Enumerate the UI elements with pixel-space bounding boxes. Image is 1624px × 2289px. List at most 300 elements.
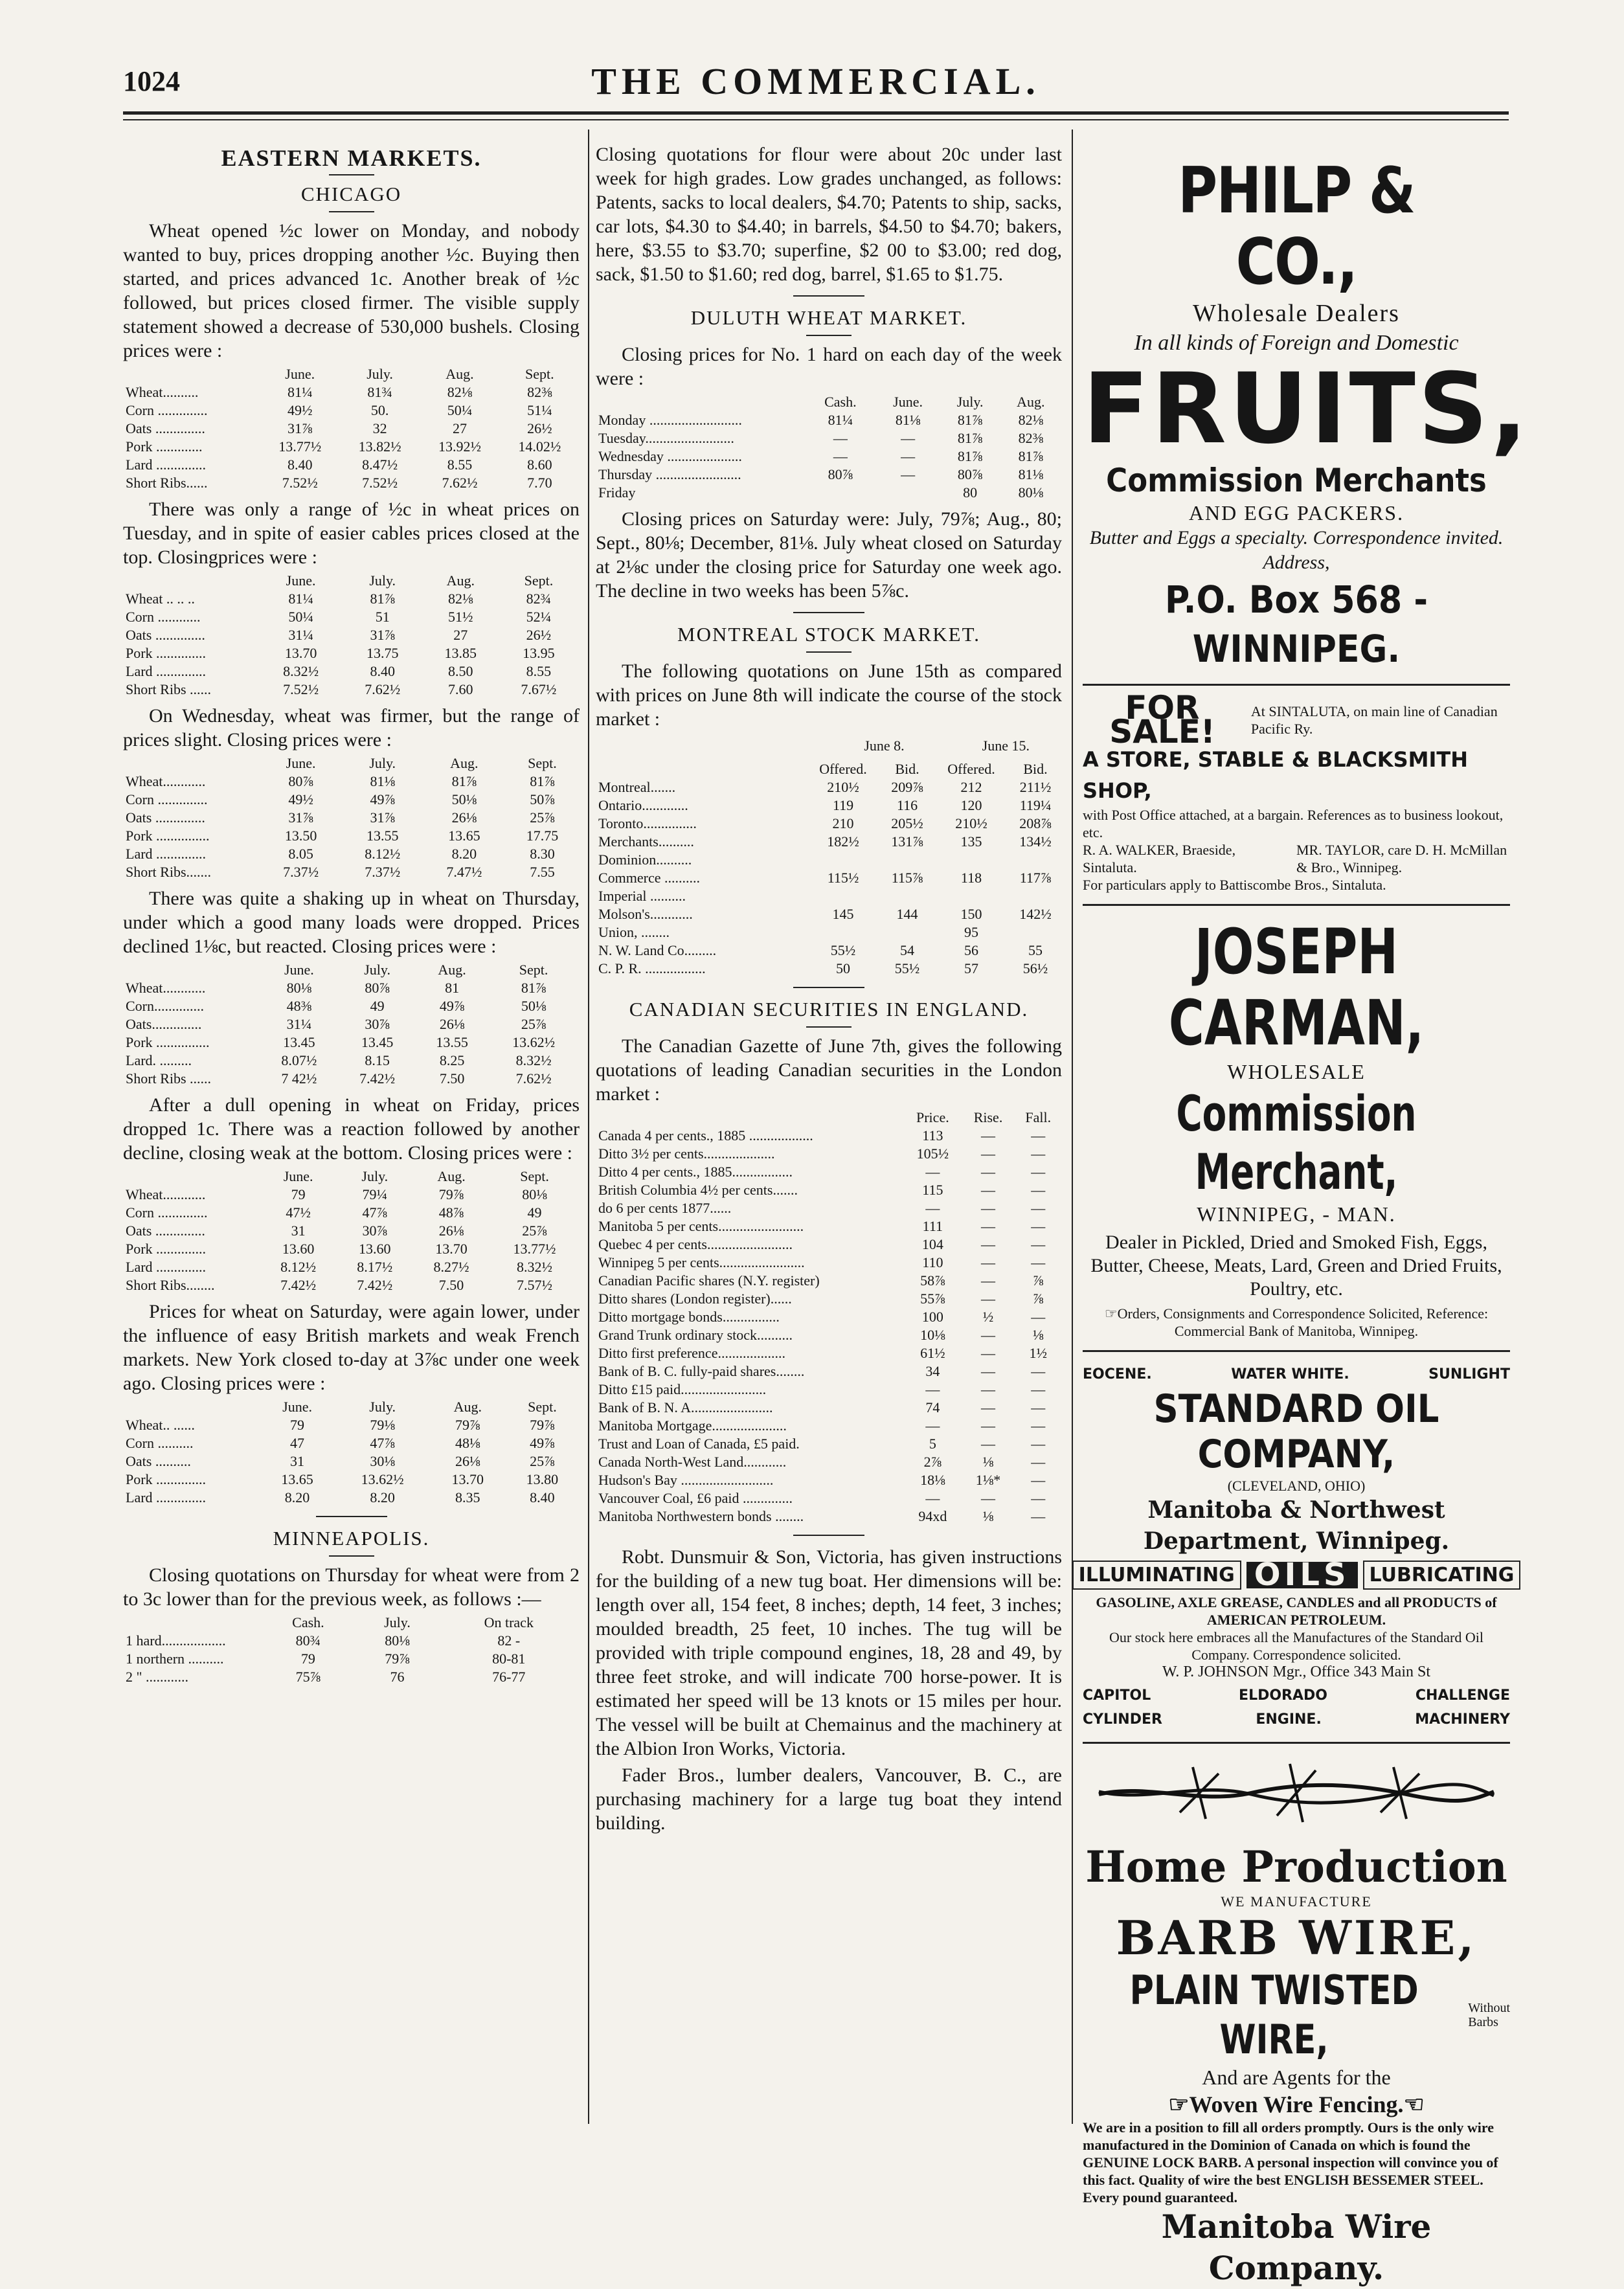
cell-value: 81⅞ [1018, 448, 1044, 464]
row-label: Short Ribs ...... [126, 681, 212, 697]
row-label: Wheat.......... [126, 384, 199, 400]
cell-value: 116 [896, 797, 918, 813]
row-label: Ditto mortgage bonds................ [598, 1309, 780, 1325]
row-label: 1 northern .......... [126, 1651, 224, 1667]
cell-value: 32 [372, 420, 387, 436]
cell-value: 51 [375, 609, 390, 625]
cell-value: 150 [960, 906, 982, 922]
cell-value: — [1031, 1490, 1046, 1506]
cell-value: 13.60 [282, 1241, 315, 1257]
cell-value: 14.02½ [518, 438, 561, 455]
row-label: Thursday ........................ [598, 466, 741, 482]
row-label: Pork ............. [126, 438, 203, 455]
row-label: Lard .............. [126, 663, 207, 679]
column-header: Cash. [292, 1614, 324, 1630]
ad-line: GASOLINE, AXLE GREASE, CANDLES and all PRODUCTS of AMERICAN PETROLEUM. [1096, 1594, 1497, 1628]
ad-line: For particulars apply to Battiscombe Bros., Sintaluta. [1083, 877, 1386, 893]
price-table [123, 1614, 580, 1686]
table-row [596, 1181, 1062, 1199]
cell-value: 8.12½ [365, 846, 401, 862]
cell-value: 50¼ [447, 402, 473, 418]
cell-value: 211½ [1019, 779, 1052, 795]
cell-value: — [981, 1490, 996, 1506]
column-header: June. [285, 366, 315, 382]
column-header: July. [367, 366, 393, 382]
cell-value: 7.67½ [521, 681, 557, 697]
cell-value: 80⅛ [286, 980, 312, 996]
cell-value: 50. [370, 402, 389, 418]
column-divider [1072, 130, 1073, 2124]
cell-value: 25⅞ [530, 809, 555, 826]
ad-line: In all kinds of Foreign and Domestic [1134, 331, 1459, 355]
ad-line: Commission Merchants [1106, 462, 1487, 499]
cell-value: — [1031, 1164, 1046, 1180]
ad-line: And are Agents for the [1202, 2066, 1391, 2089]
table-row [596, 1471, 1062, 1489]
cell-value: 13.45 [361, 1034, 394, 1050]
ad-line: Wholesale Dealers [1193, 300, 1400, 327]
row-label: Bank of B. N. A....................... [598, 1399, 773, 1415]
cell-value: 13.62½ [361, 1471, 404, 1487]
cell-value: 8.17½ [357, 1259, 393, 1275]
column-header [123, 365, 260, 383]
cell-value: 79⅛ [370, 1417, 395, 1433]
cell-value: — [833, 448, 848, 464]
paragraph: Prices for wheat on Saturday, were again lower, under the influence of easy British markets and weak French markets. New York closed to-day at 3⅞c under one week ago. Closing prices were : [123, 1301, 580, 1394]
cell-value: 82⅛ [447, 384, 473, 400]
cell-value: 8.20 [284, 1489, 310, 1505]
cell-value: 105½ [916, 1145, 949, 1162]
row-label: Monday .......................... [598, 412, 742, 428]
table-row [123, 997, 580, 1015]
paragraph: There was only a range of ½c in wheat prices on Tuesday, and in spite of easier cables prices closed at the top. Closingprices were : [123, 499, 580, 568]
cell-value: — [1031, 1309, 1046, 1325]
ad-line: (CLEVELAND, OHIO) [1227, 1478, 1366, 1494]
column-header: July. [364, 962, 390, 978]
table-row [123, 979, 580, 997]
cell-value: 54 [900, 942, 915, 958]
cell-value: 31¼ [286, 1016, 312, 1032]
row-label: Corn .............. [126, 1204, 208, 1221]
cell-value: — [981, 1218, 996, 1234]
table-row [123, 1070, 580, 1088]
cell-value: 82⅜ [1018, 430, 1044, 446]
cell-value: 8.20 [451, 846, 477, 862]
row-label: Pork ............... [126, 1034, 210, 1050]
cell-value: 57 [964, 960, 979, 976]
ad-line: Butter and Eggs a specialty. Correspondence invited. Address, [1089, 527, 1504, 573]
ad-line: ☞Woven Wire Fencing.☜ [1168, 2092, 1425, 2117]
column-header: July. [361, 1168, 389, 1184]
cell-value: ⅞ [1033, 1272, 1044, 1289]
row-label: Corn .............. [126, 791, 208, 807]
cell-value: 119¼ [1019, 797, 1052, 813]
cell-value: 79⅞ [385, 1651, 410, 1667]
cell-value: 75⅞ [295, 1669, 321, 1685]
column-header: Aug. [453, 1399, 482, 1415]
paragraph: Closing prices on Saturday were: July, 79⅞; Aug., 80; Sept., 80⅛; December, 81⅛. July wheat closed on Saturday at 2⅛c under the closing price for Saturday one week ago. The decline in two weeks has been 5⅞c. [596, 508, 1062, 602]
group-label: June 8. [864, 738, 905, 754]
cell-value: 120 [960, 797, 982, 813]
table-row [596, 1362, 1062, 1381]
cell-value: 104 [921, 1236, 943, 1252]
cell-value: 13.70 [451, 1471, 484, 1487]
table-row [596, 1145, 1062, 1163]
row-label: Wheat............ [126, 980, 206, 996]
table-row [596, 1326, 1062, 1344]
cell-value: — [901, 448, 916, 464]
cell-value [934, 851, 1009, 869]
cell-value: 13.62½ [512, 1034, 556, 1050]
paragraph: There was quite a shaking up in wheat on Thursday, under which a good many loads were dropped. Prices declined 1⅛c, but reacted. Closing prices were : [123, 888, 580, 957]
ad-line: LUBRICATING [1363, 1561, 1521, 1590]
table-row [123, 474, 580, 492]
cell-value: — [1031, 1200, 1046, 1216]
cell-value: 50 [836, 960, 851, 976]
cell-value: 13.77½ [278, 438, 322, 455]
cell-value: 13.75 [366, 645, 399, 661]
cell-value: ⅛ [982, 1454, 994, 1470]
table-header-row [596, 760, 1062, 778]
cell-value: 115⅞ [891, 870, 923, 886]
table-row [123, 401, 580, 420]
table-row [596, 869, 1062, 887]
cell-value: 26½ [527, 420, 552, 436]
cell-value: 34 [925, 1363, 940, 1379]
cell-value: 27 [452, 420, 467, 436]
table-row [596, 429, 1062, 447]
masthead-title: THE COMMERCIAL. [591, 60, 1041, 102]
stock-table [596, 760, 1062, 978]
table-row [596, 411, 1062, 429]
ad-line: Manitoba & Northwest Department, Winnipeg. [1143, 1496, 1450, 1555]
cell-value: 79⅞ [438, 1186, 464, 1202]
cell-value: — [981, 1436, 996, 1452]
column-header: Aug. [446, 572, 475, 589]
row-label: Imperial .......... [598, 888, 686, 904]
cell-value: 80⅛ [522, 1186, 547, 1202]
table-row [596, 1254, 1062, 1272]
ad-line: R. A. WALKER, Braeside, Sintaluta. [1083, 842, 1236, 875]
column-header: Price. [916, 1109, 949, 1125]
table-row [596, 1272, 1062, 1290]
table-row [123, 791, 580, 809]
table-row [123, 1416, 580, 1434]
cell-value: 30⅞ [362, 1223, 388, 1239]
table-row [123, 383, 580, 401]
cell-value: 81⅞ [521, 980, 547, 996]
row-label: Grand Trunk ordinary stock.......... [598, 1327, 793, 1343]
cell-value: 52¼ [526, 609, 552, 625]
column-header [123, 1398, 260, 1416]
cell-value: 7.37½ [365, 864, 401, 880]
cell-value: — [1031, 1472, 1046, 1488]
row-label: Short Ribs ...... [126, 1070, 212, 1087]
column-header: July. [956, 394, 984, 410]
cell-value: 49½ [287, 402, 313, 418]
paragraph: Fader Bros., lumber dealers, Vancouver, B. C., are purchasing machinery for a large tug boat they intend building. [596, 1765, 1062, 1834]
cell-value: — [981, 1417, 996, 1434]
row-label: Molson's............ [598, 906, 693, 922]
paragraph: The Canadian Gazette of June 7th, gives the following quotations of leading Canadian securities in the London market : [596, 1035, 1062, 1105]
table-row [123, 1489, 580, 1507]
row-label: Oats .............. [126, 627, 205, 643]
ad-line: WE MANUFACTURE [1221, 1893, 1372, 1910]
cell-value: 7.62½ [442, 475, 478, 491]
cell-value: 31 [291, 1223, 306, 1239]
cell-value: 13.77½ [513, 1241, 556, 1257]
cell-value: 209⅞ [891, 779, 923, 795]
cell-value [806, 484, 875, 502]
cell-value: 80⅞ [288, 773, 313, 789]
cell-value [881, 923, 934, 942]
column-header: Cash. [824, 394, 857, 410]
table-header-row [596, 1109, 1062, 1127]
column-header: Sept. [528, 1399, 557, 1415]
cell-value: 8.07½ [281, 1052, 317, 1068]
table-header-row [123, 1167, 580, 1186]
cell-value: 56 [964, 942, 979, 958]
ad-line: ENGINE. [1256, 1711, 1322, 1728]
cell-value: 26⅛ [438, 1223, 464, 1239]
cell-value: 7.60 [448, 681, 473, 697]
column-header: Aug. [437, 1168, 466, 1184]
cell-value: — [981, 1272, 996, 1289]
row-label: Merchants.......... [598, 833, 694, 850]
cell-value: 13.70 [284, 645, 317, 661]
cell-value: 80-81 [492, 1651, 526, 1667]
column-header: Aug. [445, 366, 474, 382]
table-row [596, 1453, 1062, 1471]
subheading-canadian-securities: CANADIAN SECURITIES IN ENGLAND. [629, 998, 1029, 1020]
table-row [596, 905, 1062, 923]
row-label: Quebec 4 per cents........................ [598, 1236, 793, 1252]
table-row [596, 815, 1062, 833]
cell-value: 51¼ [527, 402, 552, 418]
cell-value: 81 [445, 980, 460, 996]
cell-value: 82 - [497, 1632, 521, 1649]
column-divider [588, 130, 589, 2124]
table-header-row [123, 1398, 580, 1416]
cell-value: 8.55 [526, 663, 552, 679]
row-label: Winnipeg 5 per cents........................ [598, 1254, 805, 1270]
table-row [596, 1507, 1062, 1526]
row-label: Vancouver Coal, £6 paid .............. [598, 1490, 793, 1506]
cell-value: — [981, 1381, 996, 1397]
cell-value: 212 [960, 779, 982, 795]
table-row [596, 833, 1062, 851]
cell-value: ⅛ [1033, 1327, 1044, 1343]
table-row [596, 887, 1062, 905]
table-row [123, 456, 580, 474]
cell-value: 82¾ [526, 591, 552, 607]
table-row [596, 923, 1062, 942]
cell-value: 79⅞ [455, 1417, 480, 1433]
price-table [123, 365, 580, 492]
cell-value: — [833, 430, 848, 446]
cell-value: 208⅞ [1019, 815, 1052, 831]
cell-value: 13.82½ [358, 438, 401, 455]
table-row [596, 1308, 1062, 1326]
cell-value: 8.27½ [433, 1259, 469, 1275]
table-header-row [123, 1614, 580, 1632]
cell-value: — [1031, 1508, 1046, 1524]
cell-value: 7.47½ [446, 864, 482, 880]
cell-value: — [981, 1164, 996, 1180]
cell-value: 31¼ [288, 627, 313, 643]
cell-value: 55½ [830, 942, 856, 958]
row-label: Lard. ......... [126, 1052, 192, 1068]
table-row [123, 438, 580, 456]
table-row [123, 863, 580, 881]
cell-value: — [1031, 1363, 1046, 1379]
cell-value: 1⅛* [975, 1472, 1001, 1488]
cell-value: 31 [290, 1453, 305, 1469]
table-header-row [123, 572, 580, 590]
cell-value: 80⅞ [828, 466, 853, 482]
ad-line: AND EGG PACKERS. [1188, 501, 1404, 524]
cell-value: 31⅞ [370, 809, 395, 826]
cell-value: 8.55 [447, 457, 473, 473]
cell-value: 80⅛ [385, 1632, 410, 1649]
ad-title: STANDARD OIL COMPANY, [1153, 1386, 1439, 1477]
row-label: Union, ........ [598, 924, 670, 940]
cell-value: 81¼ [828, 412, 853, 428]
cell-value: 142½ [1019, 906, 1052, 922]
column-header: June. [286, 755, 316, 771]
cell-value: 7.50 [438, 1277, 464, 1293]
ad-line: We are in a position to fill all orders promptly. Ours is the only wire manufactured in the Dominion of Canada on which is found the GENUINE LOCK BARB. A personal inspection will convince you of this fact. Quality of wire the best ENGLISH BESSEMER STEEL. Every pound guaranteed. [1083, 2119, 1498, 2205]
cell-value: — [925, 1417, 940, 1434]
cell-value [881, 887, 934, 905]
cell-value: — [1031, 1254, 1046, 1270]
cell-value: 5 [929, 1436, 936, 1452]
row-label: Canada 4 per cents., 1885 .................. [598, 1127, 813, 1144]
cell-value: 13.65 [448, 828, 480, 844]
cell-value: 8.60 [527, 457, 552, 473]
row-label: Corn .............. [126, 402, 208, 418]
cell-value: — [901, 466, 916, 482]
cell-value: 82⅛ [1018, 412, 1044, 428]
cell-value: — [1031, 1417, 1046, 1434]
ad-barb-wire [1083, 1754, 1510, 2289]
ad-title: FOR SALE! [1109, 689, 1215, 750]
table-row [596, 1489, 1062, 1507]
cell-value: 55⅞ [920, 1291, 945, 1307]
cell-value: — [981, 1327, 996, 1343]
cell-value: 13.60 [359, 1241, 391, 1257]
ad-line: At SINTALUTA, on main line of Canadian Pacific Ry. [1250, 703, 1498, 737]
cell-value: 49⅞ [530, 1435, 555, 1451]
ad-carman [1083, 916, 1510, 1340]
column-header: July. [369, 572, 396, 589]
price-table [123, 572, 580, 699]
table-row [596, 960, 1062, 978]
table-row [123, 772, 580, 791]
table-row [123, 827, 580, 845]
cell-value: 210½ [955, 815, 987, 831]
ad-line: SUNLIGHT [1428, 1366, 1510, 1382]
row-label: Canadian Pacific shares (N.Y. register) [598, 1272, 820, 1289]
ad-title: Home Production [1085, 1842, 1507, 1892]
row-label: Short Ribs....... [126, 864, 212, 880]
cell-value: 100 [921, 1309, 943, 1325]
column-header [596, 1109, 903, 1127]
table-row [123, 1471, 580, 1489]
row-label: Oats.............. [126, 1016, 202, 1032]
column-header: June. [893, 394, 923, 410]
column-header: Fall. [1025, 1109, 1052, 1125]
row-label: Commerce .......... [598, 870, 701, 886]
cell-value: 49 [370, 998, 385, 1014]
oils-logo: OILS [1246, 1562, 1358, 1588]
ad-line: WATER WHITE. [1231, 1366, 1349, 1382]
column-header: June. [282, 1399, 312, 1415]
cell-value: — [981, 1127, 996, 1144]
ad-company: Manitoba Wire Company. [1161, 2207, 1432, 2287]
cell-value: 7.52½ [283, 681, 319, 697]
cell-value [881, 851, 934, 869]
cell-value: ½ [982, 1309, 994, 1325]
cell-value: 13.55 [366, 828, 399, 844]
table-row [123, 1632, 580, 1650]
cell-value: 31⅞ [288, 809, 313, 826]
cell-value: 8.05 [288, 846, 313, 862]
ad-line: Commission Merchant, [1176, 1085, 1417, 1201]
cell-value: 8.47½ [362, 457, 398, 473]
cell-value: 55 [1028, 942, 1043, 958]
group-header [596, 734, 1062, 758]
cell-value: 7.62½ [365, 681, 401, 697]
barbed-wire-illustration [1096, 1754, 1497, 1832]
cell-value: 81⅞ [370, 591, 395, 607]
cell-value: 13.80 [526, 1471, 559, 1487]
cell-value: 7.42½ [280, 1277, 317, 1293]
column-header: Aug. [438, 962, 466, 978]
table-row [596, 851, 1062, 869]
cell-value [806, 887, 881, 905]
ad-fruits: FRUITS, [1083, 353, 1530, 466]
row-label: Pork .............. [126, 645, 207, 661]
cell-value: 49⅞ [370, 791, 395, 807]
column-header: Sept. [519, 962, 548, 978]
table-row [123, 1186, 580, 1204]
cell-value: 30⅛ [370, 1453, 395, 1469]
cell-value: 13.85 [444, 645, 477, 661]
cell-value: 30⅞ [365, 1016, 390, 1032]
cell-value: 8.40 [530, 1489, 555, 1505]
paragraph: The following quotations on June 15th as compared with prices on June 8th will indicate the course of the stock market : [596, 660, 1062, 730]
ad-line: PLAIN TWISTED WIRE, [1129, 1967, 1419, 2063]
cell-value: 7.55 [530, 864, 555, 880]
column-advertisements [1078, 142, 1530, 2287]
ad-title: JOSEPH CARMAN, [1168, 916, 1425, 1059]
table-row [596, 1417, 1062, 1435]
cell-value: 118 [960, 870, 982, 886]
cell-value: 8.30 [530, 846, 555, 862]
cell-value: 13.95 [523, 645, 555, 661]
row-label: Oats .............. [126, 420, 205, 436]
row-label: Pork .............. [126, 1241, 207, 1257]
cell-value: 50⅛ [451, 791, 477, 807]
row-label: Lard .............. [126, 457, 207, 473]
row-label: Lard .............. [126, 846, 207, 862]
cell-value: 50⅛ [521, 998, 547, 1014]
cell-value: 81⅛ [1018, 466, 1044, 482]
table-row [123, 420, 580, 438]
table-row [123, 608, 580, 626]
price-table [123, 1398, 580, 1507]
